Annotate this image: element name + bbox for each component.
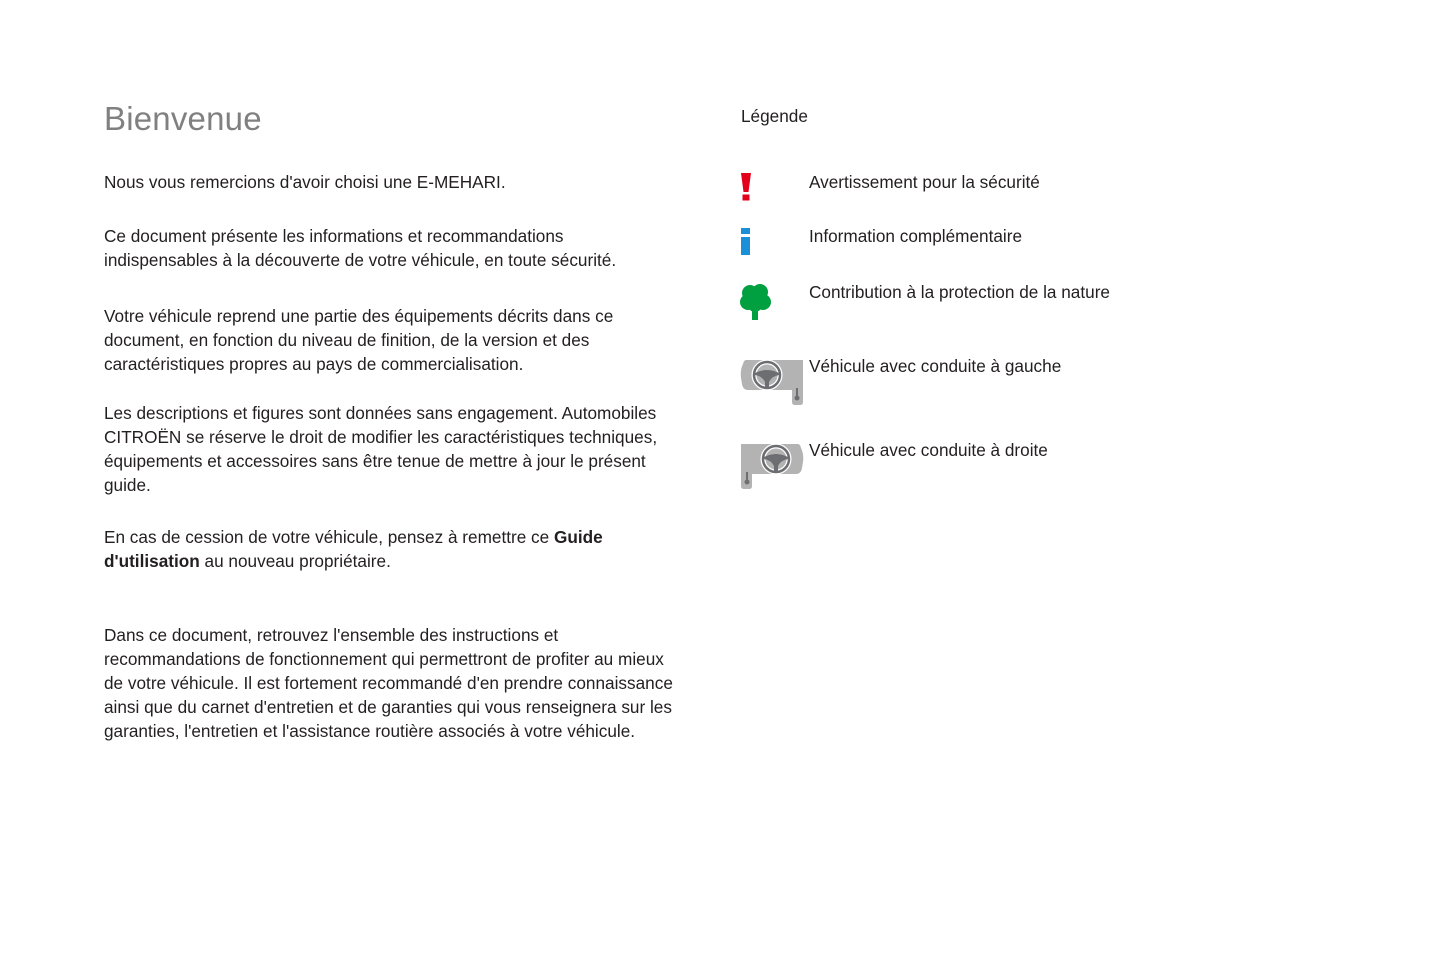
transfer-text-end: au nouveau propriétaire. <box>199 551 391 571</box>
legend-lhd-label: Véhicule avec conduite à gauche <box>809 356 1062 376</box>
lhd-steering-wheel-icon <box>740 356 804 408</box>
tree-icon <box>739 283 773 321</box>
intro-paragraph: Nous vous remercions d'avoir choisi une E-MEHARI. <box>104 172 506 192</box>
equipment-paragraph: Votre véhicule reprend une partie des équipements décrits dans ce document, en fonction du niveau de finition, de la version et des caractéristiques propres au pays de commercialisation. <box>104 306 614 374</box>
page-title: Bienvenue <box>104 100 262 137</box>
warning-icon <box>739 172 753 202</box>
legend-rhd-label: Véhicule avec conduite à droite <box>809 440 1048 460</box>
info-icon <box>739 228 753 256</box>
legend-nature-label: Contribution à la protection de la nature <box>809 282 1110 302</box>
legend-info-label: Information complémentaire <box>809 226 1023 246</box>
document-purpose-paragraph: Ce document présente les informations et recommandations indispensables à la découverte de votre véhicule, en toute sécurité. <box>104 226 617 270</box>
instructions-paragraph: Dans ce document, retrouvez l'ensemble des instructions et recommandations de fonctionnement qui permettront de profiter au mieux de votre véhicule. Il est fortement recommandé d'en prendre connaissance ainsi que du carnet d'entretien et de garanties qui vous renseignera sur les garanties, l'entretien et l'assistance routière associés à votre véhicule. <box>104 625 673 741</box>
legend-warning-label: Avertissement pour la sécurité <box>809 172 1040 192</box>
disclaimer-paragraph: Les descriptions et figures sont données sans engagement. Automobiles CITROËN se réserve le droit de modifier les caractéristiques techniques, équipements et accessoires sans être tenue de mettre à jour le présent guide. <box>104 403 658 495</box>
transfer-text-start: En cas de cession de votre véhicule, pensez à remettre ce <box>104 527 554 547</box>
transfer-paragraph <box>104 525 674 573</box>
guide-name: Guide d'utilisation <box>104 527 603 571</box>
rhd-steering-wheel-icon <box>740 440 804 492</box>
legend-title: Légende <box>741 106 808 126</box>
